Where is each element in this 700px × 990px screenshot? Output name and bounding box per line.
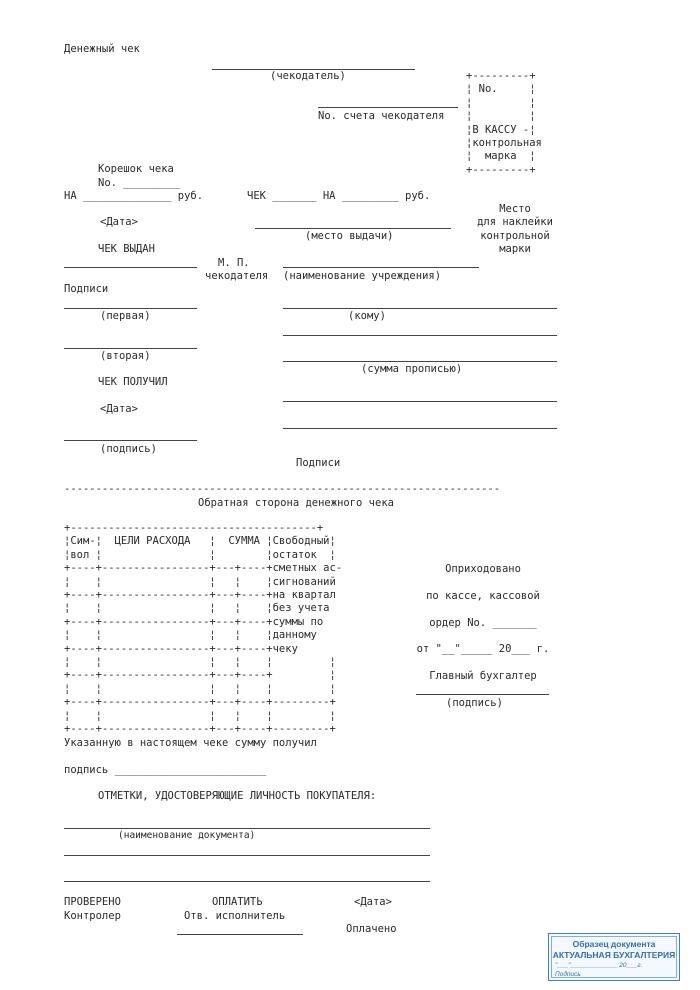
stub-date: <Дата>: [100, 216, 138, 228]
back-side-title: Обратная сторона денежного чека: [198, 497, 394, 509]
back-date: <Дата>: [354, 896, 392, 908]
stamp-line-2: АКТУАЛЬНАЯ БУХГАЛТЕРИЯ: [552, 950, 676, 960]
document-title: Денежный чек: [64, 43, 140, 55]
to-whom-line: [283, 308, 557, 309]
pay-label: ОПЛАТИТЬ: [212, 896, 263, 908]
receiver-signature-line: [64, 440, 197, 441]
chief-accountant-line: [416, 694, 549, 695]
stamp-line-3: "___"_____________ 20___г.: [555, 962, 643, 969]
identity-marks-title: ОТМЕТКИ, УДОСТОВЕРЯЮЩИЕ ЛИЧНОСТЬ ПОКУПАТЕЛЯ:: [98, 790, 377, 802]
first-signature-caption: (первая): [100, 310, 151, 322]
to-whom-caption: (кому): [348, 310, 386, 322]
document-name-caption: (наименование документа): [118, 830, 256, 841]
order-date: от "__"_____ 20___ г.: [416, 643, 550, 655]
stamp-line-4: Подпись: [555, 971, 581, 978]
blank-line-2: [283, 401, 557, 402]
signatures-center: Подписи: [296, 457, 341, 469]
sticker-place-2: для наклейки: [477, 216, 553, 228]
controller-label: Контролер: [64, 910, 121, 922]
second-signature-caption: (вторая): [100, 350, 151, 362]
institution-caption: (наименование учреждения): [283, 270, 442, 282]
amount-words-caption: (сумма прописью): [361, 363, 463, 375]
paid-label: Оплачено: [346, 923, 397, 935]
sticker-place-4: марки: [499, 243, 531, 255]
place-of-issue-caption: (место выдачи): [305, 230, 394, 242]
second-signature-line: [64, 348, 197, 349]
account-line: [318, 107, 458, 108]
institution-line: [283, 267, 479, 268]
stamp-line-1: Образец документа: [572, 939, 656, 949]
stub-title: Корешок чека: [98, 163, 174, 175]
order-number: ордер No. _______: [429, 617, 537, 629]
check-issued-label: ЧЕК ВЫДАН: [98, 243, 155, 255]
blank-line-1: [283, 335, 557, 336]
blank-line-5: [64, 881, 430, 882]
expense-table: +---------------------------------------+ ¦Сим-¦ ЦЕЛИ РАСХОДА ¦ СУММА ¦Свободный¦ ¦вол ¦ ¦ ¦остаток ¦ +----+-----------------+---+----+сметных ас- ¦ ¦ ¦ ¦ ¦сигнований +----+-----------------+---+----+на квартал ¦ ¦ ¦ ¦ ¦без учета +----+-----------------+---+----+суммы по ¦ ¦ ¦ ¦ ¦данному +----+-----------------+---+----+чеку ¦ ¦ ¦ ¦ ¦ ¦ +----+-----------------+---+----+ ¦ ¦ ¦ ¦ ¦ ¦ ¦ +----+-----------------+---+----+---------+ ¦ ¦ ¦ ¦ ¦ ¦ +----+-----------------+---+----+---------+: [64, 522, 343, 736]
amount-words-line: [283, 361, 557, 362]
account-caption: No. счета чекодателя: [318, 110, 445, 122]
check-received-label: ЧЕК ПОЛУЧИЛ: [98, 376, 168, 388]
received-sum-text: Указанную в настоящем чеке сумму получил: [64, 737, 317, 749]
stamp-drawer: чекодателя: [205, 270, 269, 282]
signature-line: подпись ________________________: [64, 764, 267, 776]
responsible-label: Отв. исполнитель: [184, 910, 286, 922]
stamp-mp: М. П.: [218, 257, 250, 269]
sticker-place-3: контрольной: [480, 230, 550, 242]
place-of-issue-line: [255, 228, 451, 229]
received-date: <Дата>: [100, 403, 138, 415]
blank-line-4: [64, 855, 430, 856]
issued-to-line: [64, 267, 197, 268]
control-stamp-box: +---------+ ¦ No. ¦ ¦ ¦ ¦ ¦ ¦В КАССУ -¦ ¦контрольная ¦ марка ¦ +---------+: [466, 70, 542, 176]
cut-separator: ---------------------------------------------------------------------: [64, 483, 501, 495]
credited-label: Оприходовано: [445, 563, 521, 575]
check-amount-line: ЧЕК _______ НА _________ руб.: [247, 190, 431, 202]
sample-document-stamp: [548, 933, 680, 981]
sticker-place-1: Место: [499, 203, 531, 215]
responsible-line: [177, 934, 303, 935]
stub-number: No. _________: [98, 177, 181, 189]
receiver-signature-caption: (подпись): [100, 443, 157, 455]
signatures-label: Подписи: [64, 283, 109, 295]
document-name-line: [64, 828, 430, 829]
drawer-caption: (чекодатель): [270, 70, 346, 82]
stub-amount: НА ______________ руб.: [64, 190, 204, 202]
blank-line-3: [283, 428, 557, 429]
chief-accountant-signature: (подпись): [446, 697, 503, 709]
first-signature-line: [64, 308, 197, 309]
checked-label: ПРОВЕРЕНО: [64, 896, 121, 908]
by-cash-label: по кассе, кассовой: [426, 590, 540, 602]
chief-accountant: Главный бухгалтер: [429, 670, 537, 682]
